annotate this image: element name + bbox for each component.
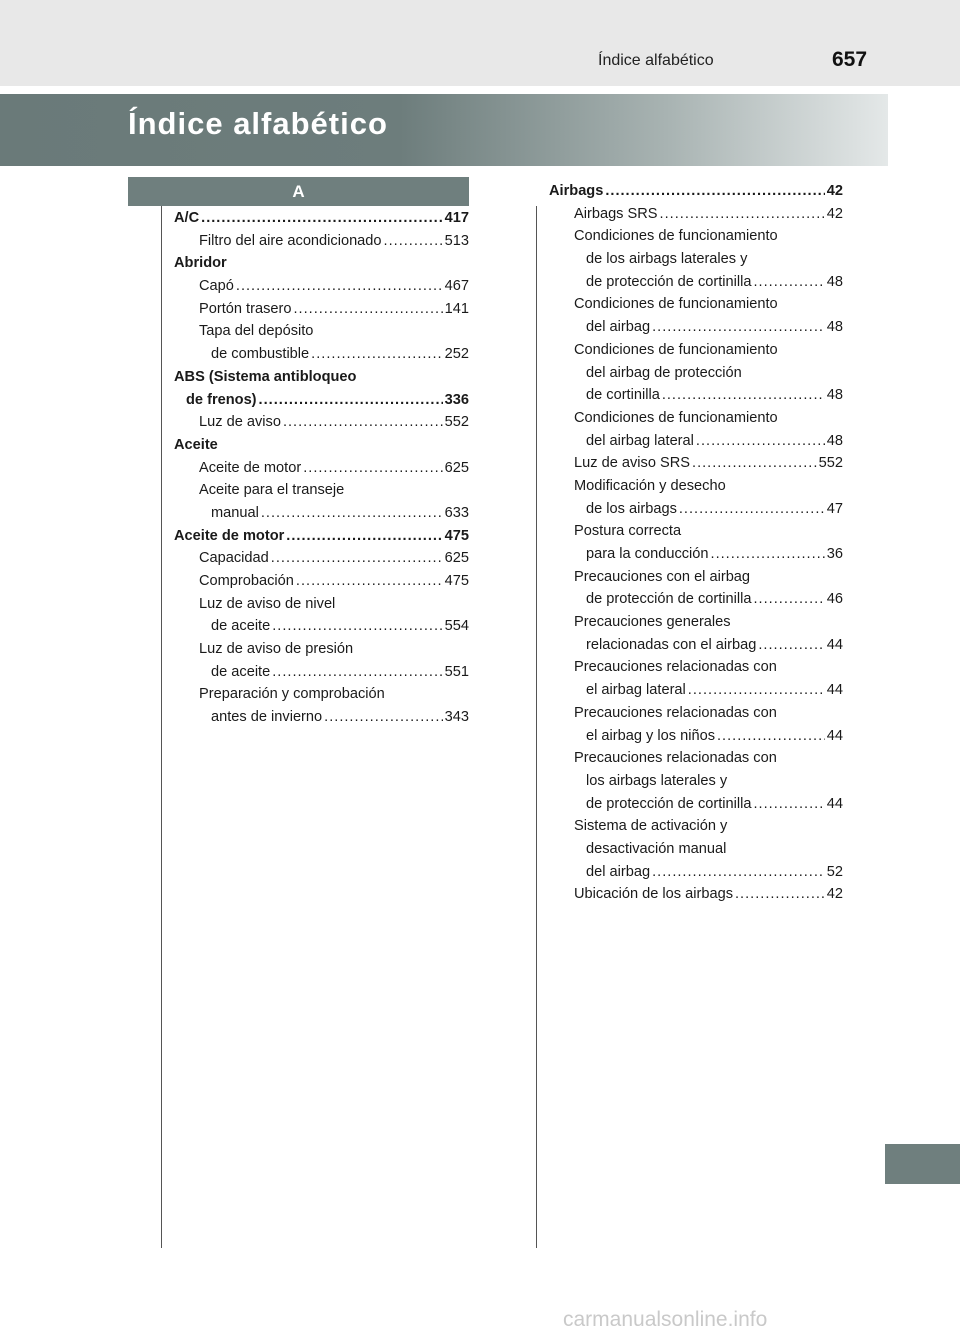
index-entry-page: 554 bbox=[444, 618, 469, 635]
index-entry-term: Modificación y desecho bbox=[574, 477, 726, 494]
index-entry bbox=[549, 365, 843, 388]
index-entry bbox=[174, 414, 469, 437]
index-entry-term: Condiciones de funcionamiento bbox=[574, 228, 778, 245]
dot-leader bbox=[201, 210, 443, 226]
index-entry bbox=[174, 482, 469, 505]
index-entry bbox=[174, 301, 469, 324]
index-entry-term: de los airbags laterales y bbox=[586, 251, 748, 268]
dot-leader bbox=[259, 392, 443, 408]
index-entry-term: Precauciones relacionadas con bbox=[574, 659, 777, 676]
dot-leader bbox=[286, 528, 442, 544]
section-letter-header: A bbox=[128, 177, 469, 206]
dot-leader bbox=[236, 278, 443, 294]
index-entry-term: Aceite de motor bbox=[174, 527, 285, 544]
index-entry-term: Condiciones de funcionamiento bbox=[574, 296, 778, 313]
thumb-index-tab bbox=[885, 1144, 960, 1184]
index-entry-term: desactivación manual bbox=[586, 840, 727, 857]
dot-leader bbox=[735, 886, 825, 902]
index-entry bbox=[549, 501, 843, 524]
index-entry bbox=[549, 750, 843, 773]
index-entry-term: del airbag de protección bbox=[586, 364, 742, 381]
index-entry bbox=[174, 528, 469, 551]
index-entry bbox=[549, 228, 843, 251]
dot-leader bbox=[293, 301, 442, 317]
index-entry-term: de cortinilla bbox=[586, 387, 660, 404]
index-entry-term: Precauciones relacionadas con bbox=[574, 704, 777, 721]
index-entry-term: Luz de aviso de nivel bbox=[199, 595, 336, 612]
index-entry-page: 552 bbox=[818, 455, 843, 472]
index-entry bbox=[549, 387, 843, 410]
index-entry-term: el airbag y los niños bbox=[586, 727, 715, 744]
dot-leader bbox=[324, 709, 442, 725]
index-entry bbox=[549, 818, 843, 841]
index-entry bbox=[549, 183, 843, 206]
index-entry-term: del airbag bbox=[586, 319, 651, 336]
index-entry bbox=[549, 682, 843, 705]
watermark: carmanualsonline.info bbox=[563, 1308, 768, 1331]
index-entry-page: 48 bbox=[826, 319, 843, 336]
index-entry bbox=[174, 618, 469, 641]
index-entry bbox=[174, 255, 469, 278]
column-divider-left bbox=[161, 206, 162, 1248]
index-entry bbox=[174, 709, 469, 732]
index-entry bbox=[174, 437, 469, 460]
index-entry-page: 552 bbox=[444, 414, 469, 431]
index-entry-page: 475 bbox=[444, 527, 469, 544]
index-entry bbox=[549, 864, 843, 887]
dot-leader bbox=[605, 183, 824, 199]
index-entry-page: 36 bbox=[826, 546, 843, 562]
index-entry-term: Preparación y comprobación bbox=[199, 686, 385, 703]
index-entry-term: del airbag lateral bbox=[586, 432, 694, 449]
index-entry-page: 42 bbox=[826, 205, 843, 222]
index-entry-term: Filtro del aire acondicionado bbox=[199, 232, 382, 249]
index-entry-term: de frenos) bbox=[186, 391, 257, 408]
index-entry bbox=[174, 233, 469, 256]
index-entry bbox=[549, 591, 843, 614]
dot-leader bbox=[296, 573, 443, 589]
index-entry-term: los airbags laterales y bbox=[586, 772, 728, 789]
index-entry bbox=[174, 460, 469, 483]
index-column-left bbox=[174, 210, 469, 732]
dot-leader bbox=[692, 455, 817, 471]
dot-leader bbox=[311, 346, 442, 362]
index-entry-term: Comprobación bbox=[199, 573, 294, 589]
index-entry bbox=[174, 641, 469, 664]
dot-leader bbox=[272, 618, 442, 634]
page-title: Índice alfabético bbox=[128, 106, 388, 141]
index-entry-term: para la conducción bbox=[586, 546, 709, 562]
index-entry bbox=[174, 550, 469, 573]
index-entry-term: Luz de aviso de presión bbox=[199, 641, 354, 658]
index-entry-page: 633 bbox=[444, 504, 469, 521]
dot-leader bbox=[679, 501, 825, 517]
index-entry-term: Precauciones generales bbox=[574, 614, 731, 631]
index-entry-term: manual bbox=[211, 504, 259, 521]
index-entry bbox=[174, 392, 469, 415]
index-entry bbox=[174, 278, 469, 301]
index-entry-page: 625 bbox=[444, 550, 469, 567]
index-entry-page: 467 bbox=[444, 278, 469, 295]
index-entry-term: el airbag lateral bbox=[586, 682, 686, 699]
index-entry-page: 42 bbox=[826, 183, 843, 199]
index-entry-page: 48 bbox=[826, 432, 843, 449]
index-entry bbox=[549, 523, 843, 546]
dot-leader bbox=[660, 206, 825, 222]
index-entry bbox=[549, 206, 843, 229]
dot-leader bbox=[272, 664, 442, 680]
index-entry-page: 475 bbox=[444, 573, 469, 589]
dot-leader bbox=[711, 546, 825, 562]
index-entry bbox=[174, 664, 469, 687]
index-entry bbox=[549, 251, 843, 274]
index-entry-term: Luz de aviso SRS bbox=[574, 455, 691, 472]
index-entry-term: Postura correcta bbox=[574, 523, 682, 540]
index-entry-page: 141 bbox=[444, 300, 469, 317]
index-entry bbox=[549, 796, 843, 819]
index-entry bbox=[174, 596, 469, 619]
index-entry-term: antes de invierno bbox=[211, 709, 323, 726]
index-entry-term: Aceite de motor bbox=[199, 459, 302, 476]
dot-leader bbox=[384, 233, 443, 249]
index-entry-page: 252 bbox=[444, 346, 469, 363]
running-title: Índice alfabético bbox=[598, 52, 714, 69]
index-entry-term: Aceite bbox=[174, 436, 218, 453]
index-entry-term: Condiciones de funcionamiento bbox=[574, 341, 778, 358]
index-entry-term: Sistema de activación y bbox=[574, 818, 728, 835]
index-entry-page: 48 bbox=[826, 387, 843, 404]
index-entry-page: 44 bbox=[826, 682, 843, 699]
index-entry-term: Capacidad bbox=[199, 550, 269, 567]
index-entry-page: 44 bbox=[826, 636, 843, 653]
dot-leader bbox=[754, 591, 825, 607]
index-entry-term: Ubicación de los airbags bbox=[574, 886, 733, 903]
index-entry-term: Airbags bbox=[549, 183, 604, 199]
index-entry-term: relacionadas con el airbag bbox=[586, 636, 757, 653]
column-divider-right bbox=[536, 206, 537, 1248]
index-entry bbox=[174, 573, 469, 596]
index-entry-term: de aceite bbox=[211, 663, 271, 680]
index-entry-term: Condiciones de funcionamiento bbox=[574, 409, 778, 426]
index-entry bbox=[549, 546, 843, 569]
dot-leader bbox=[688, 682, 825, 698]
index-entry-page: 46 bbox=[826, 591, 843, 608]
dot-leader bbox=[652, 319, 825, 335]
index-entry bbox=[549, 319, 843, 342]
index-entry bbox=[549, 342, 843, 365]
index-entry-page: 417 bbox=[444, 210, 469, 226]
index-entry bbox=[549, 296, 843, 319]
index-entry bbox=[174, 369, 469, 392]
index-entry-page: 513 bbox=[444, 232, 469, 249]
dot-leader bbox=[283, 414, 443, 430]
index-entry-page: 551 bbox=[444, 663, 469, 680]
index-entry-page: 47 bbox=[826, 500, 843, 517]
dot-leader bbox=[662, 387, 825, 403]
index-entry bbox=[549, 886, 843, 909]
index-entry-term: ABS (Sistema antibloqueo bbox=[174, 368, 357, 385]
index-entry bbox=[174, 686, 469, 709]
index-entry bbox=[549, 410, 843, 433]
index-entry-term: Aceite para el transeje bbox=[199, 482, 345, 499]
index-entry-term: Airbags SRS bbox=[574, 205, 658, 222]
index-entry-term: Precauciones relacionadas con bbox=[574, 750, 777, 767]
index-entry bbox=[549, 841, 843, 864]
index-entry-page: 44 bbox=[826, 795, 843, 812]
index-entry-term: de combustible bbox=[211, 346, 310, 363]
index-entry-page: 52 bbox=[826, 863, 843, 880]
index-entry bbox=[174, 346, 469, 369]
index-entry-page: 343 bbox=[444, 709, 469, 726]
dot-leader bbox=[758, 637, 824, 653]
index-entry-term: de los airbags bbox=[586, 500, 677, 517]
page-header-bar bbox=[0, 0, 960, 86]
index-entry bbox=[174, 505, 469, 528]
index-entry-term: Luz de aviso bbox=[199, 414, 281, 431]
index-entry-term: de protección de cortinilla bbox=[586, 795, 752, 812]
page-number: 657 bbox=[832, 48, 868, 71]
index-entry-term: Portón trasero bbox=[199, 300, 292, 317]
index-entry-term: de protección de cortinilla bbox=[586, 591, 752, 608]
index-entry bbox=[549, 614, 843, 637]
index-entry-term: de protección de cortinilla bbox=[586, 273, 752, 290]
index-entry-page: 42 bbox=[826, 886, 843, 903]
index-entry bbox=[174, 210, 469, 233]
index-entry-term: A/C bbox=[174, 210, 200, 226]
dot-leader bbox=[271, 550, 443, 566]
index-entry bbox=[549, 659, 843, 682]
dot-leader bbox=[261, 505, 443, 521]
dot-leader bbox=[696, 433, 825, 449]
dot-leader bbox=[303, 460, 442, 476]
dot-leader bbox=[717, 728, 825, 744]
index-entry-page: 625 bbox=[444, 459, 469, 476]
index-entry bbox=[549, 637, 843, 660]
index-entry-term: Tapa del depósito bbox=[199, 323, 314, 340]
index-entry bbox=[549, 728, 843, 751]
index-column-right bbox=[549, 183, 843, 909]
index-entry bbox=[549, 705, 843, 728]
index-entry-page: 48 bbox=[826, 273, 843, 290]
dot-leader bbox=[754, 274, 825, 290]
index-entry-page: 336 bbox=[444, 391, 469, 408]
index-entry-term: del airbag bbox=[586, 863, 651, 880]
index-entry-page: 44 bbox=[826, 727, 843, 744]
index-entry bbox=[549, 773, 843, 796]
index-entry bbox=[549, 433, 843, 456]
index-entry-term: Capó bbox=[199, 278, 234, 295]
dot-leader bbox=[652, 864, 825, 880]
index-entry bbox=[549, 455, 843, 478]
dot-leader bbox=[754, 796, 825, 812]
index-entry bbox=[549, 569, 843, 592]
index-entry-term: de aceite bbox=[211, 618, 271, 635]
index-entry-term: Precauciones con el airbag bbox=[574, 568, 751, 585]
index-entry bbox=[549, 274, 843, 297]
index-entry bbox=[549, 478, 843, 501]
index-entry bbox=[174, 323, 469, 346]
index-entry-term: Abridor bbox=[174, 255, 227, 272]
